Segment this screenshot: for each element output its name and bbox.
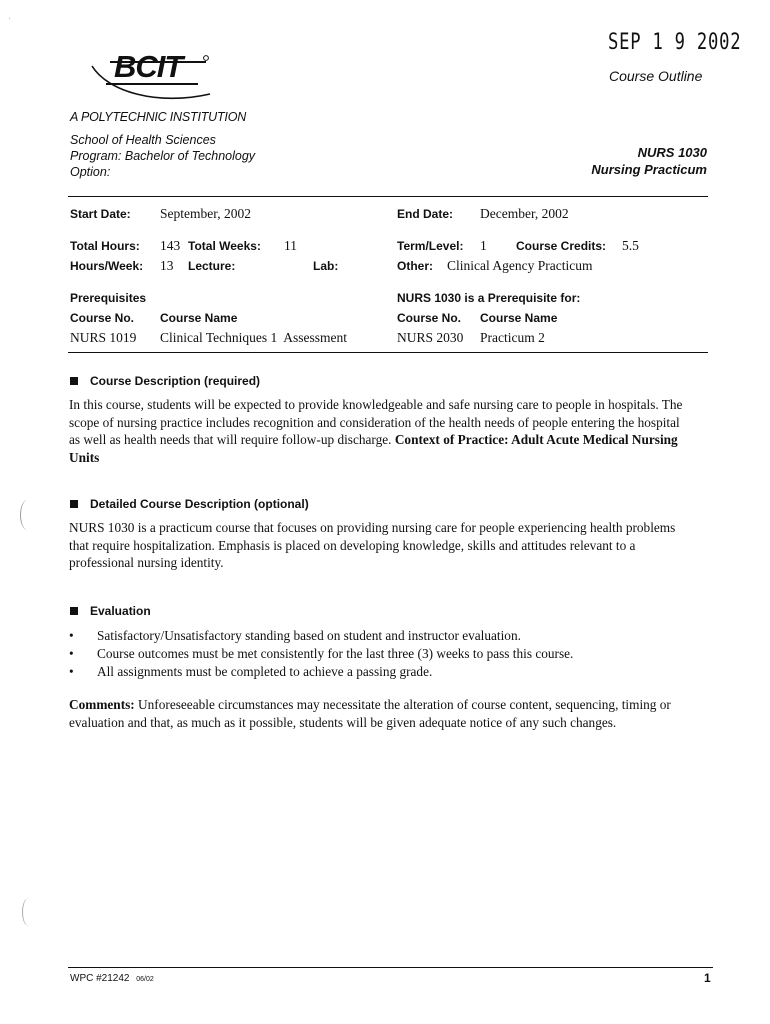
context-of-practice: Context of Practice: Adult Acute Medical Nursing (394, 432, 678, 447)
start-date-label: Start Date: (70, 207, 131, 221)
section-bullet-icon (70, 607, 78, 615)
bcit-logo (88, 44, 223, 106)
comments-label: Comments: (69, 697, 135, 712)
bullet-icon: • (69, 628, 74, 643)
course-description-heading (70, 374, 260, 388)
lab-label: Lab: (313, 259, 339, 273)
evaluation-item-text: Course outcomes must be met consistently for the last three (3) weeks to pass this course. (97, 646, 574, 661)
list-item (69, 627, 573, 645)
course-description-heading-text: Course Description (required) (90, 374, 261, 388)
punch-hole-mark (22, 898, 35, 926)
detailed-description-heading (70, 497, 309, 511)
evaluation-item-text: All assignments must be completed to achieve a passing grade. (97, 664, 433, 679)
evaluation-item-text: Satisfactory/Unsatisfactory standing based on student and instructor evaluation. (97, 628, 521, 643)
list-item (69, 663, 573, 681)
prereq-for-course-no: NURS 2030 (397, 330, 464, 345)
prereq-for-col-course-name: Course Name (480, 311, 558, 325)
detailed-description-text (69, 519, 719, 572)
lecture-label: Lecture: (188, 259, 236, 273)
comments-block (69, 696, 719, 731)
description-line: In this course, students will be expected to provide knowledgeable and safe nursing care to people in hospitals. The (69, 397, 683, 412)
end-date-value: December, 2002 (480, 206, 569, 221)
form-code (70, 973, 154, 984)
context-of-practice-cont: Units (69, 449, 100, 465)
received-date-stamp: SEP 1 9 2002 (608, 30, 742, 55)
evaluation-heading-text: Evaluation (90, 604, 151, 618)
document-type: Course Outline (609, 68, 703, 84)
comments-text: Unforeseeable circumstances may necessitate the alteration of course content, sequencing, timing or (134, 697, 671, 712)
start-date-value: September, 2002 (160, 206, 251, 221)
end-date-label: End Date: (397, 207, 454, 221)
description-text: as well as health needs that will require follow-up discharge. (69, 432, 395, 447)
total-weeks-value: 11 (284, 238, 297, 253)
other-value: Clinical Agency Practicum (447, 258, 593, 273)
prereq-for-col-course-no: Course No. (397, 311, 462, 325)
institution-tagline: A POLYTECHNIC INSTITUTION (70, 110, 247, 124)
course-description-text (69, 396, 719, 466)
prerequisites-heading: Prerequisites (70, 291, 147, 305)
course-heading (591, 144, 707, 178)
prereq-for-heading: NURS 1030 is a Prerequisite for: (397, 291, 581, 305)
bullet-icon: • (69, 664, 74, 679)
logo-wordmark: BCIT (114, 49, 183, 84)
details-divider (68, 352, 708, 353)
evaluation-list (69, 627, 573, 681)
total-weeks-label: Total Weeks: (188, 239, 261, 253)
section-bullet-icon (70, 377, 78, 385)
form-date: 06/02 (136, 976, 154, 983)
header-divider (68, 196, 708, 197)
scan-speck: · (8, 14, 12, 25)
course-credits-value: 5.5 (622, 238, 639, 253)
comments-line: evaluation and that, as much as it possible, students will be given adequate notice of any such changes. (69, 714, 617, 730)
footer-divider (68, 967, 713, 968)
punch-hole-mark (20, 500, 35, 530)
total-hours-value: 143 (160, 238, 181, 253)
detailed-line: NURS 1030 is a practicum course that focuses on providing nursing care for people experiencing health problems (69, 520, 676, 535)
form-code-text: WPC #21242 (70, 973, 130, 984)
description-line: scope of nursing practice includes recognition and consideration of the health needs of people entering the hospital (69, 414, 680, 430)
list-item (69, 645, 573, 663)
prereq-col-course-no: Course No. (70, 311, 135, 325)
detailed-line: that require hospitalization. Emphasis is placed on developing knowledge, skills and attitudes relevant to a (69, 537, 636, 553)
program-name: Program: Bachelor of Technology (70, 149, 256, 163)
description-line (69, 431, 719, 449)
prereq-course-no: NURS 1019 (70, 330, 137, 345)
term-level-label: Term/Level: (397, 239, 464, 253)
hours-week-label: Hours/Week: (70, 259, 144, 273)
prereq-course-name: Clinical Techniques 1 Assessment (160, 330, 348, 345)
bullet-icon: • (69, 646, 74, 661)
course-title: Nursing Practicum (591, 162, 707, 177)
total-hours-label: Total Hours: (70, 239, 140, 253)
section-bullet-icon (70, 500, 78, 508)
detailed-line: professional nursing identity. (69, 555, 224, 570)
prereq-col-course-name: Course Name (160, 311, 238, 325)
school-name: School of Health Sciences (70, 133, 216, 147)
hours-week-value: 13 (160, 258, 174, 273)
option-label: Option: (70, 165, 111, 179)
comments-line (69, 696, 719, 714)
course-code: NURS 1030 (637, 145, 707, 160)
page-number: 1 (704, 971, 711, 985)
detailed-description-heading-text: Detailed Course Description (optional) (90, 497, 309, 511)
other-label: Other: (397, 259, 433, 273)
school-info (70, 132, 255, 180)
course-credits-label: Course Credits: (516, 239, 607, 253)
evaluation-heading (70, 604, 151, 618)
term-level-value: 1 (480, 238, 487, 253)
prereq-for-course-name: Practicum 2 (480, 330, 545, 345)
